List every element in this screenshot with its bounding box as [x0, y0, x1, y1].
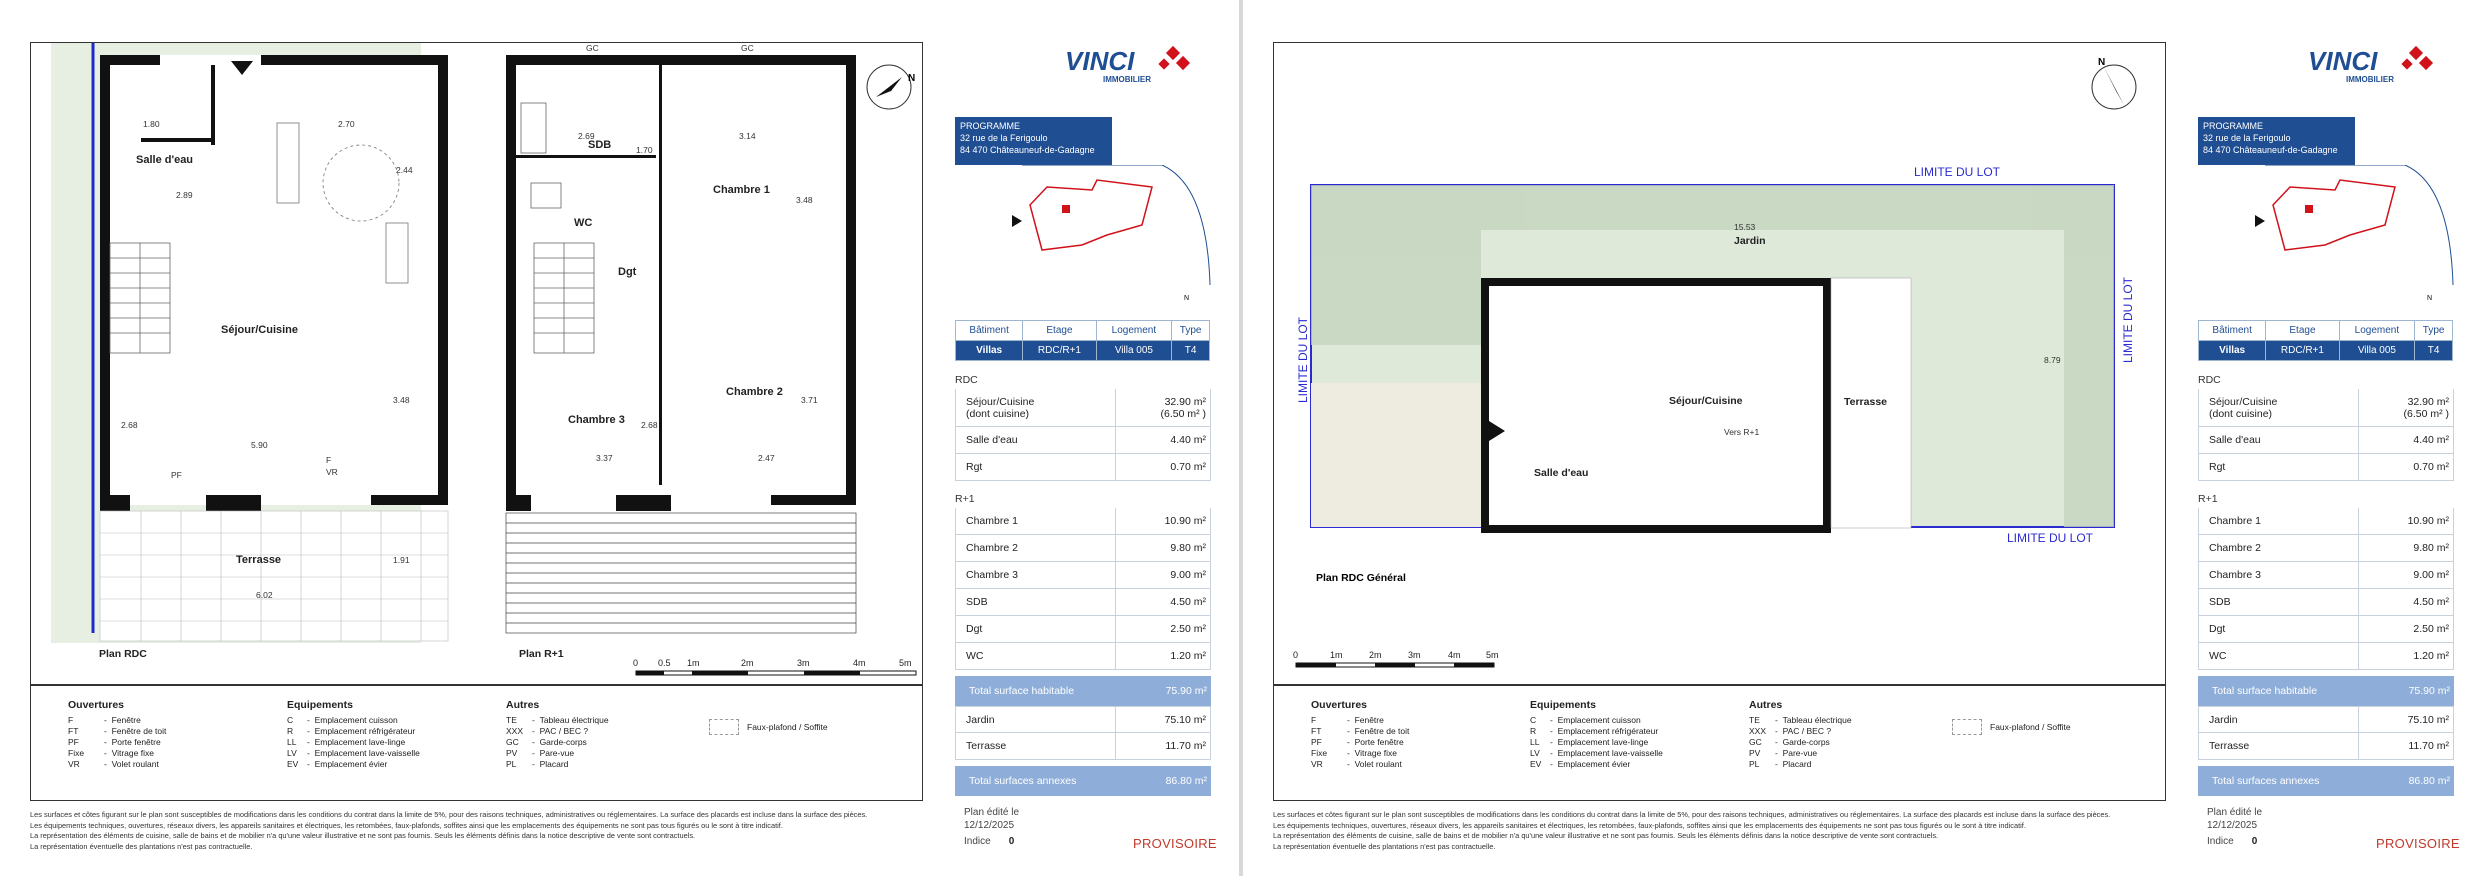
dim: 1.91 — [393, 555, 410, 565]
legend-faux-plafond: Faux-plafond / Soffite — [1952, 719, 2071, 735]
svg-text:IMMOBILIER: IMMOBILIER — [2346, 75, 2394, 84]
legend-item: FT - Fenêtre de toit — [68, 726, 167, 736]
room-label-sejour: Séjour/Cuisine — [1669, 395, 1743, 407]
legend-item: GC - Garde-corps — [1749, 737, 1830, 747]
svg-text:N: N — [1184, 295, 1190, 302]
faux-plafond-swatch — [1952, 719, 1982, 735]
area-row: Séjour/Cuisine (dont cuisine) 32.90 m² (6.50 m² ) — [955, 389, 1211, 427]
room-label-sdb: SDB — [588, 139, 612, 151]
sheet-plan-general — [1243, 0, 2482, 876]
legend-faux-plafond: Faux-plafond / Soffite — [709, 719, 828, 735]
sheet-plans-rdc-r1 — [0, 0, 1239, 876]
scale-label: 2m — [741, 658, 754, 668]
program-address-line-2: 84 470 Châteauneuf-de-Gadagne — [2203, 145, 2338, 155]
scale-label: 1m — [687, 658, 700, 668]
area-row: Chambre 2 9.80 m² — [2198, 535, 2454, 562]
area-row: SDB 4.50 m² — [2198, 589, 2454, 616]
scale-label: 2m — [1369, 650, 1382, 660]
scale-label: 3m — [797, 658, 810, 668]
room-label-sejour: Séjour/Cuisine — [221, 324, 299, 336]
program-label: PROGRAMME — [2203, 121, 2264, 131]
faux-plafond-swatch — [709, 719, 739, 735]
legend-autres — [506, 700, 609, 770]
scale-label: 5m — [899, 658, 912, 668]
program-address-line-1: 32 rue de la Ferigoulo — [2203, 133, 2291, 143]
dim: 8.79 — [2044, 355, 2061, 365]
program-label: PROGRAMME — [960, 121, 1021, 131]
header-logement: Logement — [1096, 321, 1172, 341]
legend-item: PL - Placard — [1749, 759, 1812, 769]
room-label-salle-eau: Salle d'eau — [1534, 467, 1589, 479]
room-label-jardin: Jardin — [1734, 235, 1766, 247]
area-row: Chambre 1 10.90 m² — [2198, 508, 2454, 535]
area-row: Chambre 2 9.80 m² — [955, 535, 1211, 562]
room-label-wc: WC — [574, 217, 593, 229]
value-type: T4 — [2415, 341, 2453, 361]
site-locator-map — [2245, 165, 2455, 315]
svg-text:N: N — [2427, 295, 2433, 302]
program-box — [955, 117, 1112, 165]
general-plan-drawing — [1274, 43, 2167, 686]
legend-item: TE - Tableau électrique — [1749, 715, 1852, 725]
legend-equipements — [287, 700, 420, 770]
lot-label-top: LIMITE DU LOT — [1914, 165, 2001, 179]
edited-info: Plan édité le 12/12/2025 — [964, 807, 1020, 831]
svg-text:IMMOBILIER: IMMOBILIER — [1103, 75, 1151, 84]
legend-item: PL - Placard — [506, 759, 569, 769]
legend-item: PV - Pare-vue — [1749, 748, 1818, 758]
section-title-r1: R+1 — [955, 493, 975, 505]
room-label-salle-eau: Salle d'eau — [136, 154, 194, 166]
legend-item: GC - Garde-corps — [506, 737, 587, 747]
legend-ouvertures — [68, 700, 166, 770]
header-etage: Etage — [2266, 321, 2339, 341]
area-row: SDB 4.50 m² — [955, 589, 1211, 616]
legend-item: TE - Tableau électrique — [506, 715, 609, 725]
status-provisoire: PROVISOIRE — [1133, 836, 1217, 851]
program-box — [2198, 117, 2355, 165]
legend-item: LV - Emplacement lave-vaisselle — [287, 748, 420, 758]
area-row: WC 1.20 m² — [2198, 643, 2454, 670]
legend-title: Equipements — [287, 699, 353, 711]
area-row: Salle d'eau 4.40 m² — [955, 427, 1211, 454]
areas-r1 — [2198, 491, 2454, 796]
value-logement: Villa 005 — [1096, 341, 1172, 361]
legend-title: Ouvertures — [1311, 699, 1368, 711]
dim: 1.70 — [636, 145, 653, 155]
lot-label-bottom: LIMITE DU LOT — [2007, 531, 2094, 545]
dim: 15.53 — [1734, 222, 1756, 232]
legend-item: PF - Porte fenêtre — [1311, 737, 1404, 747]
header-type: Type — [1172, 321, 1210, 341]
area-row: Jardin 75.10 m² — [955, 706, 1211, 733]
legend-item: EV - Emplacement évier — [287, 759, 388, 769]
room-label-chambre-1: Chambre 1 — [713, 184, 770, 196]
legend-title: Autres — [506, 699, 540, 711]
code-gc: GC — [586, 43, 599, 53]
scale-label: 0 — [633, 658, 639, 668]
code-vers-r1: Vers R+1 — [1724, 427, 1760, 437]
value-batiment: Villas — [2199, 341, 2266, 361]
area-row: Dgt 2.50 m² — [2198, 616, 2454, 643]
header-batiment: Bâtiment — [2199, 321, 2266, 341]
legend-item: LV - Emplacement lave-vaisselle — [1530, 748, 1663, 758]
code-gc: GC — [741, 43, 754, 53]
value-logement: Villa 005 — [2339, 341, 2415, 361]
area-row: Salle d'eau 4.40 m² — [2198, 427, 2454, 454]
total-habitable-row: Total surface habitable 75.90 m² — [955, 676, 1211, 706]
room-label-chambre-3: Chambre 3 — [568, 414, 625, 426]
legend-equipements — [1530, 700, 1663, 770]
north-label: N — [908, 73, 916, 84]
scale-label: 4m — [853, 658, 866, 668]
svg-text:VINCI: VINCI — [1065, 46, 1135, 76]
parking-area — [1311, 383, 1481, 527]
legend-item: C - Emplacement cuisson — [287, 715, 398, 725]
legend-item: FT - Fenêtre de toit — [1311, 726, 1410, 736]
dim: 6.02 — [256, 590, 273, 600]
area-row: Terrasse 11.70 m² — [2198, 733, 2454, 760]
edited-info: Plan édité le 12/12/2025 — [2207, 807, 2263, 831]
svg-text:VINCI: VINCI — [2308, 46, 2378, 76]
legend-item: R - Emplacement réfrigérateur — [287, 726, 416, 736]
plan-r1-title: Plan R+1 — [519, 648, 564, 660]
plan-general-title: Plan RDC Général — [1316, 572, 1406, 584]
areas-rdc — [955, 372, 1211, 481]
value-batiment: Villas — [956, 341, 1023, 361]
area-row: WC 1.20 m² — [955, 643, 1211, 670]
legend-item: PF - Porte fenêtre — [68, 737, 161, 747]
house-footprint — [1481, 278, 1831, 533]
area-row: Rgt 0.70 m² — [955, 454, 1211, 481]
header-etage: Etage — [1023, 321, 1096, 341]
legend-item: Fixe - Vitrage fixe — [68, 748, 154, 758]
section-title-rdc: RDC — [2198, 374, 2221, 386]
scale-label: 5m — [1486, 650, 1499, 660]
dim: 2.47 — [758, 453, 775, 463]
legend-item: VR - Volet roulant — [68, 759, 159, 769]
lot-info-table — [2198, 320, 2453, 361]
legend-item: VR - Volet roulant — [1311, 759, 1402, 769]
total-annexes-row: Total surfaces annexes 86.80 m² — [2198, 766, 2454, 796]
scale-bar — [1293, 650, 1499, 667]
section-title-r1: R+1 — [2198, 493, 2218, 505]
disclaimer: Les surfaces et côtes figurant sur le plan sont susceptibles de modifications dans les conditions du contrat dans la limite de 5%, pour des raisons techniques, administratives ou réglementaires. La surface des placards est incluse dans la surface des pièces. Les équipements techniques, ouvertures, réseaux divers, les appareils sanitaires et électriques, les retombées, faux-plafonds, soffites ainsi que les emplacements des équipements ne sont pas tous figurés ou le sont à titre indicatif. La représentation des éléments de cuisine, salle de bains et de mobilier n'a qu'une valeur illustrative et ne sont pas fournis. Seuls les éléments définis dans la notice descriptive de vente sont contractuels. La représentation éventuelle des plantations n'est pas contractuelle. — [30, 810, 868, 851]
legend-item: F - Fenêtre — [68, 715, 141, 725]
section-title-rdc: RDC — [955, 374, 978, 386]
dim: 2.68 — [121, 420, 138, 430]
room-label-chambre-2: Chambre 2 — [726, 386, 783, 398]
scale-label: 0.5 — [658, 658, 671, 668]
legend-item: EV - Emplacement évier — [1530, 759, 1631, 769]
legend-autres — [1749, 700, 1852, 770]
legend-title: Ouvertures — [68, 699, 125, 711]
room-label-dgt: Dgt — [618, 266, 637, 278]
scale-bar — [633, 658, 916, 675]
vinci-logo — [2308, 42, 2448, 84]
header-batiment: Bâtiment — [956, 321, 1023, 341]
dim: 2.69 — [578, 131, 595, 141]
scale-label: 4m — [1448, 650, 1461, 660]
legend-item: R - Emplacement réfrigérateur — [1530, 726, 1659, 736]
dim: 3.37 — [596, 453, 613, 463]
areas-r1 — [955, 491, 1211, 796]
code-vr: VR — [326, 467, 338, 477]
lot-info-table — [955, 320, 1210, 361]
area-row: Jardin 75.10 m² — [2198, 706, 2454, 733]
plan-frame — [1273, 42, 2166, 685]
area-row: Dgt 2.50 m² — [955, 616, 1211, 643]
dim: 2.44 — [396, 165, 413, 175]
scale-label: 3m — [1408, 650, 1421, 660]
dim: 2.70 — [338, 119, 355, 129]
terrace-tiles — [100, 511, 448, 641]
legend-item: LL - Emplacement lave-linge — [287, 737, 406, 747]
legend-item: F - Fenêtre — [1311, 715, 1384, 725]
header-type: Type — [2415, 321, 2453, 341]
area-row: Terrasse 11.70 m² — [955, 733, 1211, 760]
code-f: F — [326, 455, 332, 465]
area-row: Chambre 3 9.00 m² — [2198, 562, 2454, 589]
areas-rdc — [2198, 372, 2454, 481]
legend-ouvertures — [1311, 700, 1409, 770]
indice: Indice 0 — [2207, 836, 2258, 847]
program-address-line-2: 84 470 Châteauneuf-de-Gadagne — [960, 145, 1095, 155]
r1-interior — [506, 55, 856, 505]
area-row: Chambre 1 10.90 m² — [955, 508, 1211, 535]
header-logement: Logement — [2339, 321, 2415, 341]
legend-item: Fixe - Vitrage fixe — [1311, 748, 1397, 758]
north-label: N — [2098, 57, 2106, 68]
lot-label-right: LIMITE DU LOT — [2121, 276, 2135, 363]
area-row: Chambre 3 9.00 m² — [955, 562, 1211, 589]
floor-plans-drawing — [31, 43, 924, 686]
area-row: Rgt 0.70 m² — [2198, 454, 2454, 481]
scale-label: 1m — [1330, 650, 1343, 660]
total-annexes-row: Total surfaces annexes 86.80 m² — [955, 766, 1211, 796]
code-pf: PF — [171, 470, 182, 480]
dim: 1.80 — [143, 119, 160, 129]
legend-item: LL - Emplacement lave-linge — [1530, 737, 1649, 747]
total-habitable-row: Total surface habitable 75.90 m² — [2198, 676, 2454, 706]
value-etage: RDC/R+1 — [1023, 341, 1096, 361]
dim: 2.68 — [641, 420, 658, 430]
status-provisoire: PROVISOIRE — [2376, 836, 2460, 851]
plan-frame — [30, 42, 923, 685]
legend — [30, 685, 923, 801]
dim: 3.14 — [739, 131, 756, 141]
legend — [1273, 685, 2166, 801]
disclaimer: Les surfaces et côtes figurant sur le plan sont susceptibles de modifications dans les conditions du contrat dans la limite de 5%, pour des raisons techniques, administratives ou réglementaires. La surface des placards est incluse dans la surface des pièces. Les équipements techniques, ouvertures, réseaux divers, les appareils sanitaires et électriques, les retombées, faux-plafonds, soffites ainsi que les emplacements des équipements ne sont pas tous figurés ou le sont à titre indicatif. La représentation des éléments de cuisine, salle de bains et de mobilier n'a qu'une valeur illustrative et ne sont pas fournis. Seuls les éléments définis dans la notice descriptive de vente sont contractuels. La représentation éventuelle des plantations n'est pas contractuelle. — [1273, 810, 2111, 851]
dim: 3.48 — [796, 195, 813, 205]
value-etage: RDC/R+1 — [2266, 341, 2339, 361]
dim: 5.90 — [251, 440, 268, 450]
dim: 3.48 — [393, 395, 410, 405]
dim: 3.71 — [801, 395, 818, 405]
legend-item: PV - Pare-vue — [506, 748, 575, 758]
railing — [506, 513, 856, 633]
scale-label: 0 — [1293, 650, 1299, 660]
dim: 2.89 — [176, 190, 193, 200]
legend-item: XXX - PAC / BEC ? — [506, 726, 589, 736]
room-label-terrasse: Terrasse — [236, 554, 282, 566]
vinci-logo — [1065, 42, 1205, 84]
indice: Indice 0 — [964, 836, 1015, 847]
legend-item: C - Emplacement cuisson — [1530, 715, 1641, 725]
legend-item: XXX - PAC / BEC ? — [1749, 726, 1832, 736]
legend-title: Autres — [1749, 699, 1783, 711]
area-row: Séjour/Cuisine (dont cuisine) 32.90 m² (6.50 m² ) — [2198, 389, 2454, 427]
site-locator-map — [1002, 165, 1212, 315]
program-address-line-1: 32 rue de la Ferigoulo — [960, 133, 1048, 143]
lot-label-left: LIMITE DU LOT — [1296, 316, 1310, 403]
room-label-terrasse: Terrasse — [1844, 396, 1888, 408]
plan-rdc-title: Plan RDC — [99, 648, 147, 660]
value-type: T4 — [1172, 341, 1210, 361]
legend-title: Equipements — [1530, 699, 1596, 711]
